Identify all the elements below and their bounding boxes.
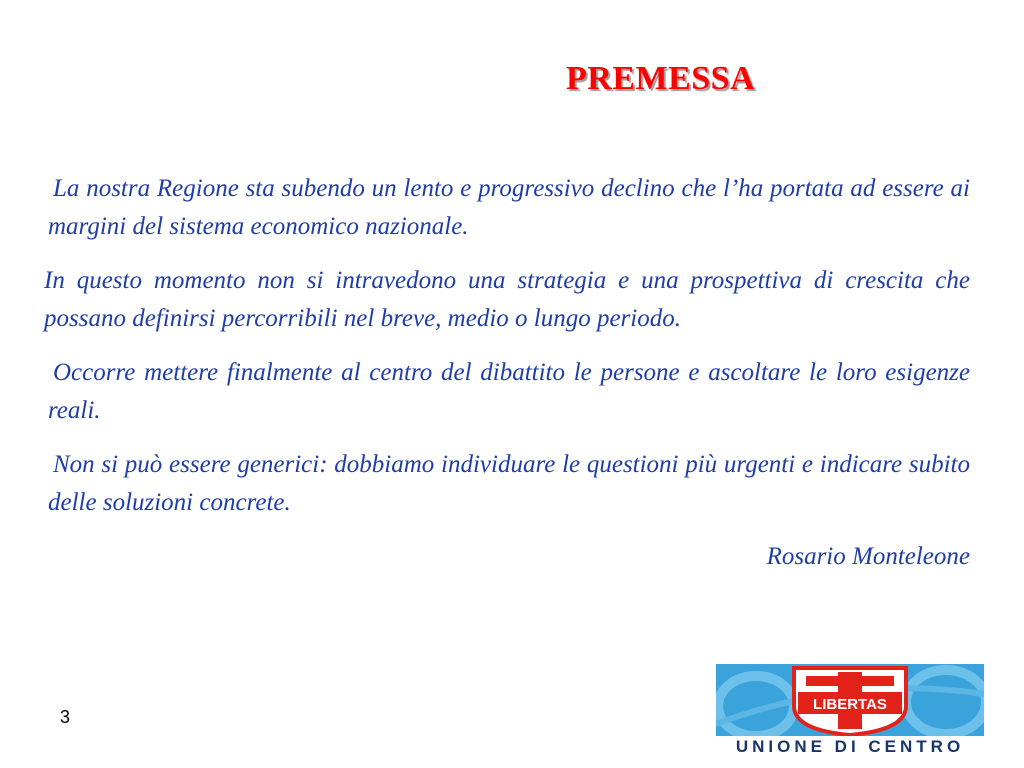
paragraph-4: Non si può essere generici: dobbiamo individuare le questioni più urgenti e indicare subito delle soluzioni concrete. (48, 451, 970, 516)
signature: Rosario Monteleone (766, 543, 970, 570)
page-number: 3 (60, 707, 71, 727)
paragraph-3: Occorre mettere finalmente al centro del dibattito le persone e ascoltare le loro esigenze reali. (48, 359, 970, 424)
slide-body (44, 170, 970, 576)
logo-caption: UNIONE DI CENTRO (735, 737, 965, 756)
paragraph-2: In questo momento non si intravedono una strategia e una prospettiva di crescita che possano definirsi percorribili nel breve, medio o lungo periodo. (44, 267, 970, 332)
shield-text: LIBERTAS (813, 696, 887, 713)
udc-logo (716, 664, 984, 760)
slide-title: PREMESSA (566, 60, 756, 97)
logo-banner-graphic (716, 664, 984, 736)
paragraph-1: La nostra Regione sta subendo un lento e progressivo declino che l’ha portata ad essere ai margini del sistema economico nazionale. (48, 175, 970, 240)
